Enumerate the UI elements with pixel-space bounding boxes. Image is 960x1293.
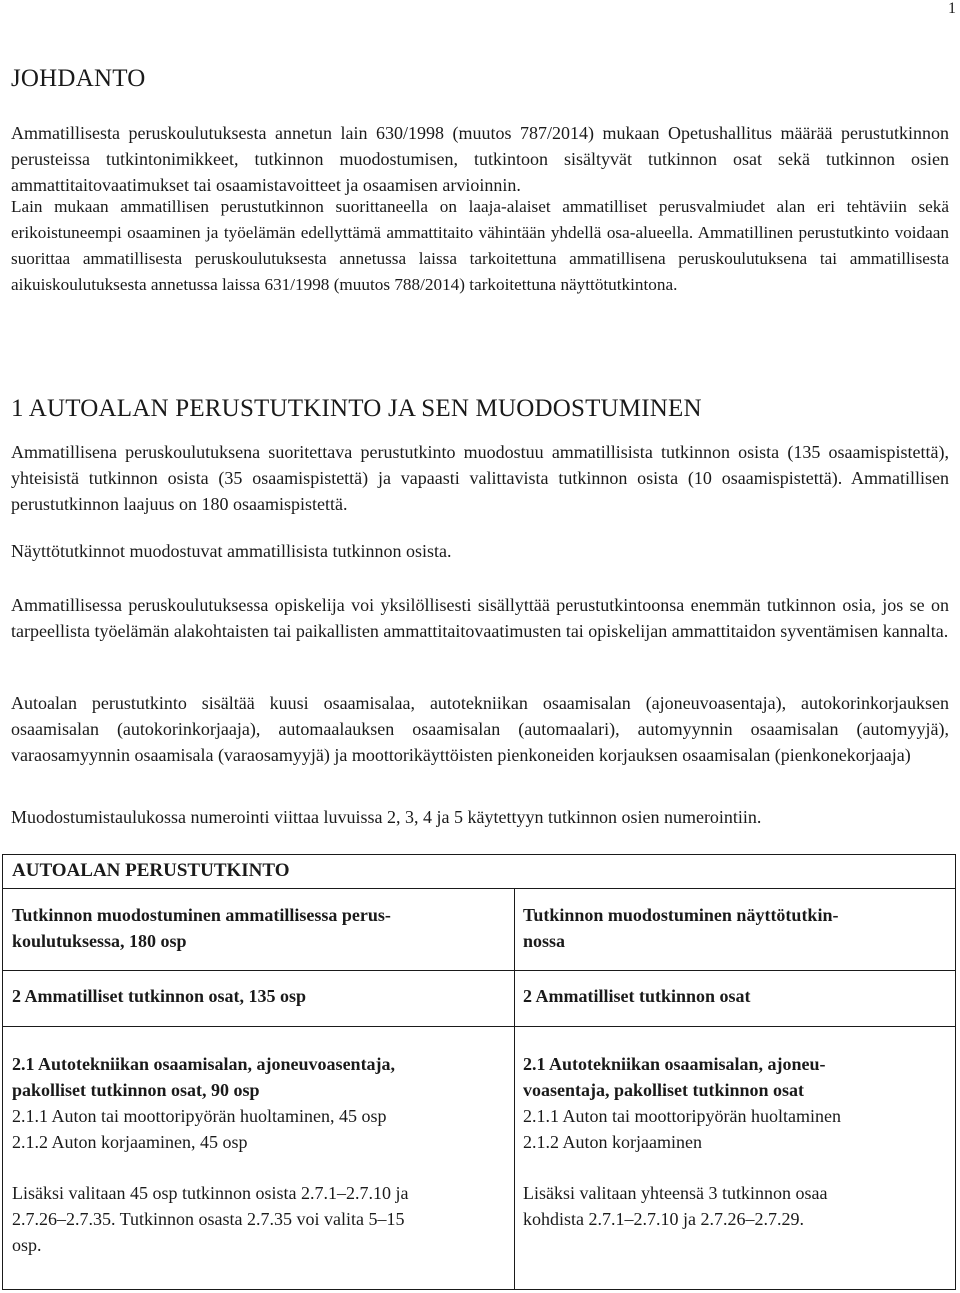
section-1-paragraph-1: Ammatillisena peruskoulutuksena suoritettava perustutkinto muodostuu ammatillisista tutkinnon osista (135 osaamispistettä), yhteisistä tutkinnon osista (35 osaamispistettä) ja vapaasti valittavista tutkinnon osista (10 osaamispistettä). Ammatillisen perustutkinnon laajuus on 180 osaamispistettä. [11,442,949,514]
table-left-note-line: 2.7.26–2.7.35. Tutkinnon osasta 2.7.35 voi valita 5–15 [12,1209,405,1229]
intro-paragraph-1: Ammatillisesta peruskoulutuksesta annetun lain 630/1998 (muutos 787/2014) mukaan Opetushallitus määrää perustutkinnon perusteissa tutkintonimikkeet, tutkinnon muodostumisen, tutkintoon sisältyvät tutkinnon osat sekä tutkinnon osien ammattitaitovaatimukset tai osaamistavoitteet ja osaamisen arvioinnin. [11,123,949,195]
intro-heading: JOHDANTO [11,65,146,92]
table-left-row2: 2 Ammatilliset tutkinnon osat, 135 osp [12,986,307,1006]
table-right-row3 [523,1051,948,1155]
table-right-row3-title: voasentaja, pakolliset tutkinnon osat [523,1080,805,1100]
table-left-row3-title: pakolliset tutkinnon osat, 90 osp [12,1080,260,1100]
table-right-note-line: Lisäksi valitaan yhteensä 3 tutkinnon osaa [523,1183,828,1203]
table-left-row3-item: 2.1.2 Auton korjaaminen, 45 osp [12,1132,248,1152]
table-left-row3-item: 2.1.1 Auton tai moottoripyörän huoltaminen, 45 osp [12,1106,387,1126]
table-right-row2: 2 Ammatilliset tutkinnon osat [523,986,751,1006]
table-left-note-line: osp. [12,1235,42,1255]
table-right-row3-item: 2.1.1 Auton tai moottoripyörän huoltaminen [523,1106,841,1126]
table-right-row3-note [523,1180,948,1232]
table-right-row3-item: 2.1.2 Auton korjaaminen [523,1132,702,1152]
section-1-paragraph-5: Muodostumistaulukossa numerointi viittaa luvuissa 2, 3, 4 ja 5 käytettyyn tutkinnon osien numerointiin. [11,807,762,827]
table-column-divider [514,888,515,1289]
table-left-header-line: koulutuksessa, 180 osp [12,931,187,951]
section-1-paragraph-3: Ammatillisessa peruskoulutuksessa opiskelija voi yksilöllisesti sisällyttää perustutkintoonsa enemmän tutkinnon osia, jos se on tarpeellista työelämän alakohtaisten tai paikallisten ammattitaitovaatimusten tai opiskelijan ammattitaidon syventämisen kannalta. [11,595,949,641]
table-title: AUTOALAN PERUSTUTKINTO [12,860,290,881]
table-right-row3-title: 2.1 Autotekniikan osaamisalan, ajoneu- [523,1054,826,1074]
section-1-paragraph-4: Autoalan perustutkinto sisältää kuusi osaamisalaa, autotekniikan osaamisalan (ajoneuvoasentaja), autokorinkorjauksen osaamisalan (autokorinkorjaaja), automaalauksen osaamisalan (automaalari), automyynnin osaamisalan (automyyjä), varaosamyynnin osaamisala (varaosamyyjä) ja moottorikäyttöisten pienkoneiden korjauksen osaamisalan (pienkonekorjaaja) [11,693,949,765]
table-divider-row2 [3,1026,955,1027]
table-left-row3-title: 2.1 Autotekniikan osaamisalan, ajoneuvoasentaja, [12,1054,396,1074]
table-right-header-line: nossa [523,931,566,951]
qualification-table [2,854,956,1290]
table-left-row3 [12,1051,502,1155]
table-divider-title [3,888,955,889]
section-1-heading: 1 AUTOALAN PERUSTUTKINTO JA SEN MUODOSTUMINEN [11,395,702,422]
table-right-header [523,902,948,954]
page-number: 1 [948,0,956,17]
table-left-note-line: Lisäksi valitaan 45 osp tutkinnon osista 2.7.1–2.7.10 ja [12,1183,409,1203]
intro-paragraph-2: Lain mukaan ammatillisen perustutkinnon suorittaneella on laaja-alaiset ammatilliset perusvalmiudet alan eri tehtäviin sekä erikoistuneempi osaaminen ja työelämän edellyttämä ammattitaito vähintään yhdellä osa-alueella. Ammatillinen perustutkinto voidaan suorittaa ammatillisesta peruskoulutuksesta annetussa laissa tarkoitettuna ammatillisena peruskoulutuksena tai ammatillisesta aikuiskoulutuksesta annetussa laissa 631/1998 (muutos 788/2014) tarkoitettuna näyttötutkintona. [11,197,949,294]
table-left-row3-note [12,1180,502,1258]
table-right-header-line: Tutkinnon muodostuminen näyttötutkin- [523,905,839,925]
table-left-header [12,902,502,954]
table-divider-header [3,970,955,971]
section-1-paragraph-2: Näyttötutkinnot muodostuvat ammatillisista tutkinnon osista. [11,541,452,561]
table-right-note-line: kohdista 2.7.1–2.7.10 ja 2.7.26–2.7.29. [523,1209,804,1229]
table-left-header-line: Tutkinnon muodostuminen ammatillisessa perus- [12,905,391,925]
